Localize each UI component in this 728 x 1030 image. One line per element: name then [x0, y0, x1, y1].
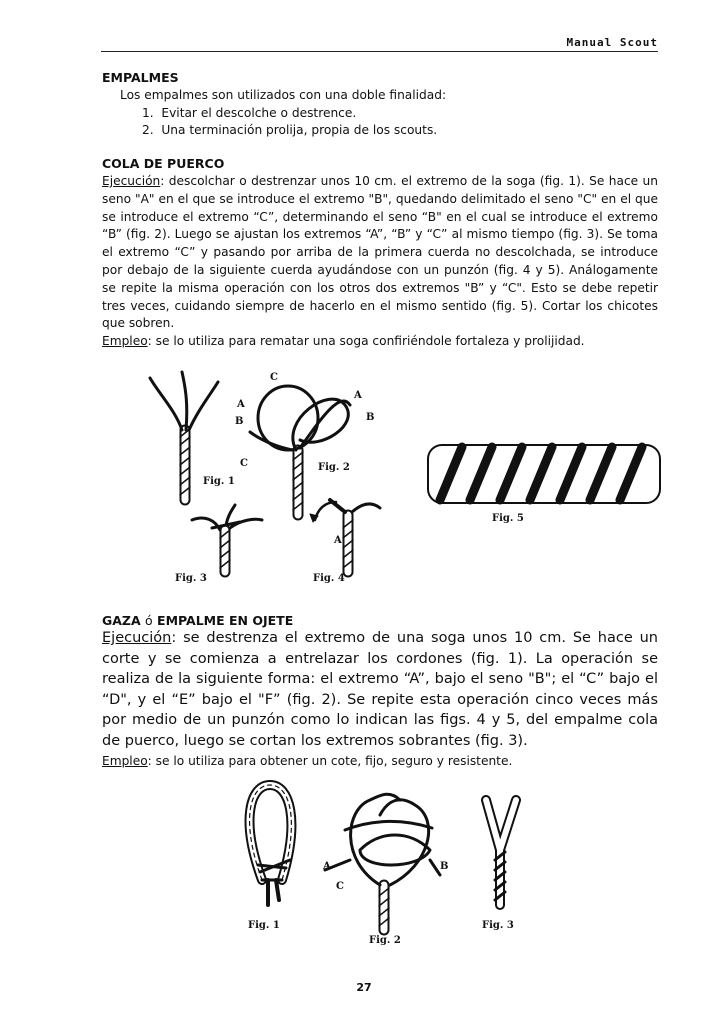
item-number: 1.	[142, 105, 154, 120]
heading-part-a: GAZA	[102, 613, 146, 628]
gaza-fig3-drawing	[486, 800, 516, 905]
empalmes-intro: Los empalmes son utilizados con una doble finalidad:	[120, 88, 447, 102]
fig2-label-c-top: C	[270, 372, 278, 383]
cola-empleo	[102, 333, 658, 351]
gaza-label-a: A	[323, 861, 331, 872]
fig2-label-a-right: A	[354, 390, 362, 401]
page-number: 27	[356, 981, 372, 994]
caption-fig2: Fig. 2	[318, 462, 350, 473]
ejecucion-text: : se destrenza el extremo de una soga unos 10 cm. Se hace un corte y se comienza a entrelazar los cordones (fig. 1). La operación se realiza de la siguiente forma: el extremo “A”, bajo el seno "B"; el “C” bajo el “D", y el “E” bajo el "F” (fig. 2). Se repite esta operación cinco veces más por medio de un punzón como lo indican las figs. 4 y 5, del empalme cola de puerco, luego se cortan los extremos sobrantes (fig. 3).	[102, 630, 658, 749]
running-header: Manual Scout	[566, 36, 658, 49]
empleo-text: : se lo utiliza para rematar una soga confiriéndole fortaleza y prolijidad.	[147, 334, 585, 349]
item-text: Una terminación prolija, propia de los scouts.	[161, 123, 438, 137]
fig5-drawing	[428, 445, 660, 503]
fig2-label-b-right: B	[366, 412, 375, 423]
caption-fig1: Fig. 1	[203, 476, 235, 487]
ejecucion-label: Ejecución	[102, 174, 161, 188]
gaza-illustration	[230, 778, 550, 948]
section-gaza	[102, 613, 658, 771]
section-cola-de-puerco	[102, 156, 658, 351]
empalmes-item-1	[102, 105, 658, 123]
gaza-label-c: C	[336, 881, 344, 892]
heading-part-b: EMPALME EN OJETE	[152, 613, 294, 628]
caption-fig4: Fig. 4	[313, 573, 345, 584]
item-number: 2.	[142, 123, 154, 137]
gaza-fig2-drawing	[325, 794, 440, 930]
fig4-drawing	[310, 500, 380, 572]
gaza-ejecucion	[102, 628, 658, 751]
caption-fig3: Fig. 3	[175, 573, 207, 584]
gaza-caption-fig1: Fig. 1	[248, 920, 280, 931]
header-rule	[101, 51, 658, 52]
gaza-label-b: B	[440, 861, 449, 872]
gaza-empleo	[102, 753, 658, 771]
ejecucion-label: Ejecución	[102, 630, 172, 646]
section-empalmes	[102, 70, 658, 140]
heading-gaza	[102, 613, 658, 628]
fig4-label-a: A	[334, 535, 342, 546]
cola-de-puerco-illustration	[130, 365, 670, 595]
empleo-text: : se lo utiliza para obtener un cote, fijo, seguro y resistente.	[147, 754, 513, 768]
fig3-drawing	[192, 505, 262, 572]
fig2-label-a: A	[237, 399, 245, 410]
empleo-label: Empleo	[102, 754, 148, 768]
fig2-label-b: B	[235, 416, 244, 427]
heading-o: ó	[145, 613, 153, 628]
fig2-label-c: C	[240, 458, 248, 469]
empleo-label: Empleo	[102, 334, 148, 349]
heading-cola-de-puerco: COLA DE PUERCO	[102, 156, 225, 171]
gaza-fig1-drawing	[250, 785, 292, 905]
item-text: Evitar el descolche o destrence.	[161, 105, 357, 120]
fig2-drawing	[250, 386, 350, 515]
cola-ejecucion	[102, 173, 658, 333]
gaza-caption-fig2: Fig. 2	[369, 935, 401, 946]
ejecucion-text: : descolchar o destrenzar unos 10 cm. el extremo de la soga (fig. 1). Se hace un seno "A" en el que se introduce el extremo "B", quedando delimitado el seno "C" en el que se introduce el extremo “C”, determinando el seno “B" en el cual se introduce el extremo “B” (fig. 2). Luego se ajustan los extremos “A”, “B” y “C” al mismo tiempo (fig. 3). Se toma el extremo “C” y pasando por arriba de la primera cuerda no descolchada, se introduce por debajo de la siguiente cuerda ayudándose con un punzón (fig. 4 y 5). Análogamente se repite la misma operación con los otros dos extremos "B” y “C". Esto se debe repetir tres veces, cuidando siempre de hacerlo en el mismo sentido (fig. 5). Cortar los chicotes que sobren.	[102, 174, 658, 331]
caption-fig5: Fig. 5	[492, 513, 524, 524]
gaza-caption-fig3: Fig. 3	[482, 920, 514, 931]
heading-empalmes: EMPALMES	[102, 70, 179, 85]
empalmes-item-2	[102, 122, 658, 140]
